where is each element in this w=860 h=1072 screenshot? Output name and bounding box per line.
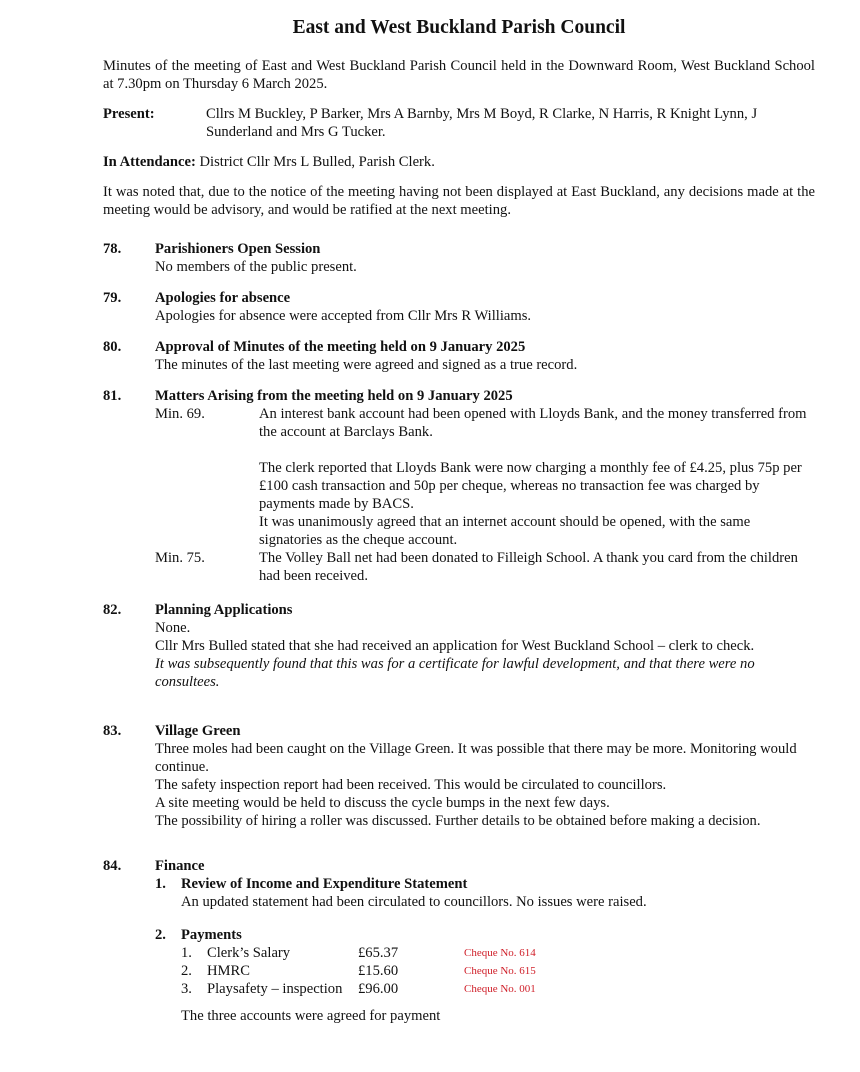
payment-number: 1. bbox=[181, 945, 192, 961]
payment-name: Playsafety – inspection bbox=[207, 981, 343, 997]
minute-item-78 bbox=[103, 240, 815, 276]
cheque-number: Cheque No. 614 bbox=[464, 947, 536, 959]
minutes-page bbox=[103, 16, 815, 1025]
present-names: Cllrs M Buckley, P Barker, Mrs A Barnby, Mrs M Boyd, R Clarke, N Harris, R Knight Lynn, J Sunderland and Mrs G Tucker. bbox=[206, 106, 758, 140]
item-number: 82. bbox=[103, 602, 122, 618]
attendance-label: In Attendance: bbox=[103, 154, 196, 170]
item-number: 79. bbox=[103, 290, 122, 306]
intro-paragraph: Minutes of the meeting of East and West Buckland Parish Council held in the Downward Room, West Buckland School at 7.30pm on Thursday 6 March 2025. bbox=[103, 58, 815, 92]
minute-item-79 bbox=[103, 289, 815, 325]
item-heading: Matters Arising from the meeting held on 9 January 2025 bbox=[155, 388, 513, 404]
item-number: 81. bbox=[103, 388, 122, 404]
item-number: 80. bbox=[103, 339, 122, 355]
payment-amount: £15.60 bbox=[358, 963, 399, 979]
item-heading: Finance bbox=[155, 858, 205, 874]
item-text: Cllr Mrs Bulled stated that she had received an application for West Buckland School – clerk to check. bbox=[155, 638, 755, 654]
payment-amount: £65.37 bbox=[358, 945, 399, 961]
document-title: East and West Buckland Parish Council bbox=[292, 17, 626, 38]
minute-item-83 bbox=[103, 722, 815, 830]
sub-text: An updated statement had been circulated to councillors. No issues were raised. bbox=[181, 894, 647, 910]
item-text: The minutes of the last meeting were agreed and signed as a true record. bbox=[155, 357, 578, 373]
finance-sub-payments bbox=[155, 926, 815, 1025]
min-text: The clerk reported that Lloyds Bank were now charging a monthly fee of £4.25, plus 75p per £100 cash transaction and 50p per cheque, whereas no transaction fee was charged by payments made by BACS. bbox=[259, 460, 802, 512]
present-label: Present: bbox=[103, 106, 155, 122]
attendance-section bbox=[103, 153, 815, 171]
min-text: It was unanimously agreed that an internet account should be opened, with the same signatories as the cheque account. bbox=[259, 514, 751, 548]
item-text: The safety inspection report had been received. This would be circulated to councillors. bbox=[155, 777, 667, 793]
min-text: The Volley Ball net had been donated to Filleigh School. A thank you card from the children had been received. bbox=[259, 550, 798, 584]
minute-item-82 bbox=[103, 601, 815, 691]
min-text: An interest bank account had been opened with Lloyds Bank, and the money transferred from the account at Barclays Bank. bbox=[259, 406, 807, 440]
cheque-number: Cheque No. 615 bbox=[464, 965, 536, 977]
minute-item-80 bbox=[103, 338, 815, 374]
item-text: A site meeting would be held to discuss the cycle bumps in the next few days. bbox=[155, 795, 610, 811]
payment-number: 3. bbox=[181, 981, 192, 997]
item-heading: Apologies for absence bbox=[155, 290, 291, 306]
item-text: No members of the public present. bbox=[155, 259, 357, 275]
item-text: It was subsequently found that this was for a certificate for lawful development, and that there were no consultees. bbox=[155, 656, 755, 690]
finance-sub-review bbox=[155, 875, 815, 911]
item-text: None. bbox=[155, 620, 191, 636]
min-label: Min. 75. bbox=[155, 550, 205, 566]
item-text: Three moles had been caught on the Village Green. It was possible that there may be more. Monitoring would continue. bbox=[155, 741, 797, 775]
min-label: Min. 69. bbox=[155, 406, 205, 422]
payment-name: HMRC bbox=[207, 963, 250, 979]
sub-heading: Review of Income and Expenditure Statement bbox=[181, 876, 468, 892]
payment-number: 2. bbox=[181, 963, 192, 979]
item-heading: Parishioners Open Session bbox=[155, 241, 321, 257]
item-number: 84. bbox=[103, 858, 122, 874]
item-heading: Planning Applications bbox=[155, 602, 293, 618]
item-heading: Approval of Minutes of the meeting held on 9 January 2025 bbox=[155, 339, 526, 355]
payment-amount: £96.00 bbox=[358, 981, 399, 997]
payment-name: Clerk’s Salary bbox=[207, 945, 291, 961]
sub-number: 1. bbox=[155, 876, 166, 892]
attendance-text: District Cllr Mrs L Bulled, Parish Clerk. bbox=[195, 154, 435, 170]
item-number: 83. bbox=[103, 723, 122, 739]
sub-number: 2. bbox=[155, 927, 166, 943]
minute-item-84 bbox=[103, 857, 815, 1025]
payment-row bbox=[181, 962, 815, 980]
sub-heading: Payments bbox=[181, 927, 242, 943]
minute-item-81 bbox=[103, 387, 815, 585]
payment-row bbox=[181, 980, 815, 998]
cheque-number: Cheque No. 001 bbox=[464, 983, 536, 995]
matter-min-75 bbox=[155, 549, 815, 585]
advisory-note: It was noted that, due to the notice of the meeting having not been displayed at East Buckland, any decisions made at the meeting would be advisory, and would be ratified at the next meeting. bbox=[103, 184, 815, 218]
item-text: The possibility of hiring a roller was discussed. Further details to be obtained before making a decision. bbox=[155, 813, 761, 829]
item-heading: Village Green bbox=[155, 723, 241, 739]
item-text: Apologies for absence were accepted from Cllr Mrs R Williams. bbox=[155, 308, 532, 324]
item-number: 78. bbox=[103, 241, 122, 257]
payments-agreed-text: The three accounts were agreed for payment bbox=[181, 1008, 441, 1024]
matter-min-69 bbox=[155, 405, 815, 549]
present-section bbox=[103, 105, 815, 141]
payment-row bbox=[181, 944, 815, 962]
